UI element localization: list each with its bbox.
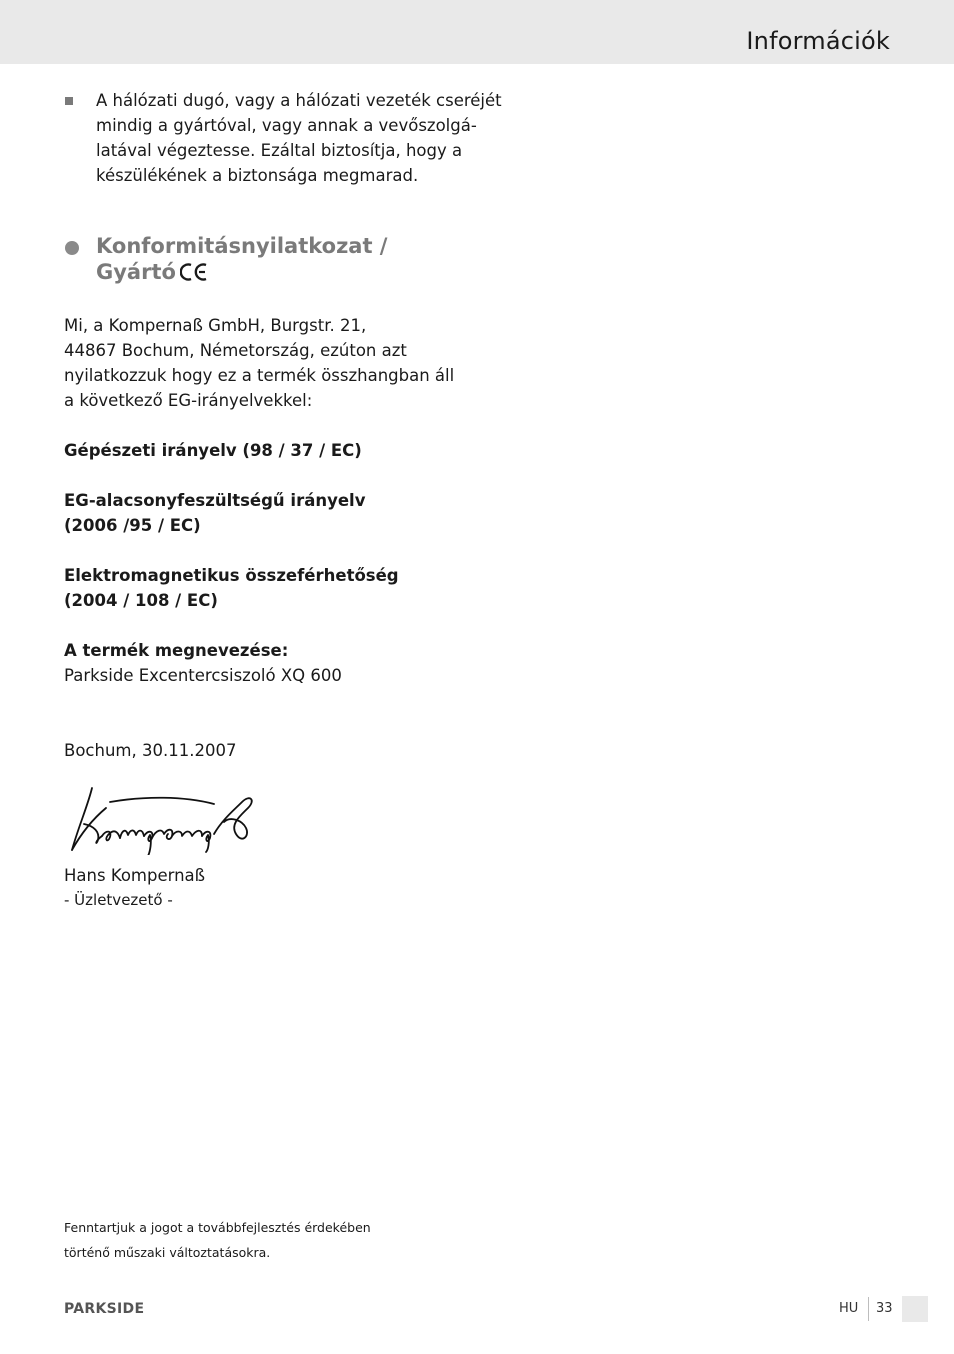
- declaration-line: nyilatkozzuk hogy ez a termék összhangban áll: [64, 366, 455, 385]
- footnote-line: történő műszaki változtatásokra.: [64, 1245, 271, 1260]
- signature-image: [64, 780, 264, 855]
- place-date: Bochum, 30.11.2007: [64, 741, 237, 760]
- section-heading-line1: Konformitásnyilatkozat /: [96, 234, 388, 258]
- bullet-line: latával végeztesse. Ezáltal biztosítja, hogy a: [96, 141, 463, 160]
- footnote-line: Fenntartjuk a jogot a továbbfejlesztés érdekében: [64, 1220, 371, 1235]
- signer-role: - Üzletvezető -: [64, 891, 173, 909]
- declaration-line: Mi, a Kompernaß GmbH, Burgstr. 21,: [64, 316, 367, 335]
- ce-mark-icon: [180, 262, 210, 282]
- bullet-line: mindig a gyártóval, vagy annak a vevőszolgá-: [96, 116, 477, 135]
- declaration-paragraph: [64, 313, 454, 413]
- bullet-square-icon: [65, 97, 73, 105]
- bullet-paragraph: [96, 88, 502, 188]
- section-heading: [96, 233, 387, 285]
- bullet-line: A hálózati dugó, vagy a hálózati vezeték cseréjét: [96, 91, 502, 110]
- section-heading-line2: Gyártó: [96, 260, 176, 284]
- product-block: [64, 638, 342, 688]
- declaration-line: a következő EG-irányelvekkel:: [64, 391, 313, 410]
- page-tab-marker: [902, 1296, 928, 1322]
- declaration-line: 44867 Bochum, Németország, ezúton azt: [64, 341, 407, 360]
- signer-name: Hans Kompernaß: [64, 866, 206, 885]
- directive-low-voltage-line1: EG-alacsonyfeszültségű irányelv: [64, 491, 366, 510]
- language-code: HU: [839, 1301, 859, 1316]
- product-name: Parkside Excentercsiszoló XQ 600: [64, 666, 342, 685]
- footer-divider: [868, 1297, 869, 1321]
- bullet-line: készülékének a biztonsága megmarad.: [96, 166, 419, 185]
- directive-low-voltage: [64, 488, 365, 538]
- product-label: A termék megnevezése:: [64, 641, 289, 660]
- directive-machinery: Gépészeti irányelv (98 / 37 / EC): [64, 441, 362, 460]
- directive-emc: [64, 563, 399, 613]
- signer-block: [64, 863, 205, 913]
- directive-emc-line2: (2004 / 108 / EC): [64, 591, 218, 610]
- page-title: Információk: [746, 27, 890, 55]
- footnote: [64, 1215, 371, 1265]
- page-number: 33: [876, 1301, 893, 1316]
- section-bullet-icon: [65, 241, 79, 255]
- directive-emc-line1: Elektromagnetikus összeférhetőség: [64, 566, 399, 585]
- directive-low-voltage-line2: (2006 /95 / EC): [64, 516, 201, 535]
- brand-logo: PARKSIDE: [64, 1301, 145, 1317]
